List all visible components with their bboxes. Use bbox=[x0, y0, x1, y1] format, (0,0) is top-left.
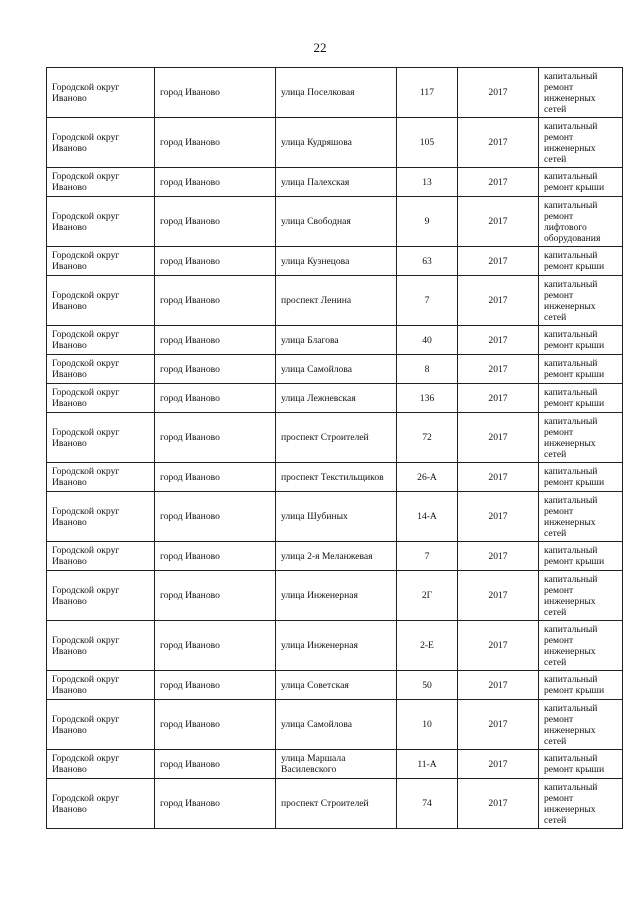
cell-year: 2017 bbox=[458, 384, 539, 413]
cell-street: улица Маршала Василевского bbox=[276, 750, 397, 779]
cell-house-number: 7 bbox=[397, 276, 458, 326]
table-row bbox=[47, 750, 623, 779]
cell-house-number: 40 bbox=[397, 326, 458, 355]
cell-street: проспект Ленина bbox=[276, 276, 397, 326]
cell-okrug: Городской округ Иваново bbox=[47, 197, 155, 247]
cell-okrug: Городской округ Иваново bbox=[47, 492, 155, 542]
table-row bbox=[47, 118, 623, 168]
table-row bbox=[47, 463, 623, 492]
cell-street: улица Благова bbox=[276, 326, 397, 355]
cell-work-type: капитальный ремонт инженерных сетей bbox=[539, 779, 623, 829]
table-row bbox=[47, 492, 623, 542]
cell-work-type: капитальный ремонт инженерных сетей bbox=[539, 276, 623, 326]
cell-street: улица Шубиных bbox=[276, 492, 397, 542]
cell-street: улица Кузнецова bbox=[276, 247, 397, 276]
cell-okrug: Городской округ Иваново bbox=[47, 384, 155, 413]
table-row bbox=[47, 542, 623, 571]
table-row bbox=[47, 355, 623, 384]
cell-city: город Иваново bbox=[155, 355, 276, 384]
cell-street: улица Палехская bbox=[276, 168, 397, 197]
cell-street: проспект Строителей bbox=[276, 779, 397, 829]
cell-year: 2017 bbox=[458, 326, 539, 355]
cell-street: улица Советская bbox=[276, 671, 397, 700]
cell-okrug: Городской округ Иваново bbox=[47, 671, 155, 700]
page-number: 22 bbox=[313, 40, 327, 55]
cell-house-number: 50 bbox=[397, 671, 458, 700]
cell-year: 2017 bbox=[458, 492, 539, 542]
cell-work-type: капитальный ремонт крыши bbox=[539, 168, 623, 197]
cell-work-type: капитальный ремонт крыши bbox=[539, 355, 623, 384]
cell-year: 2017 bbox=[458, 68, 539, 118]
cell-year: 2017 bbox=[458, 700, 539, 750]
cell-okrug: Городской округ Иваново bbox=[47, 247, 155, 276]
cell-okrug: Городской округ Иваново bbox=[47, 118, 155, 168]
cell-city: город Иваново bbox=[155, 621, 276, 671]
cell-city: город Иваново bbox=[155, 413, 276, 463]
cell-okrug: Городской округ Иваново bbox=[47, 276, 155, 326]
table-row bbox=[47, 68, 623, 118]
cell-city: город Иваново bbox=[155, 671, 276, 700]
cell-work-type: капитальный ремонт крыши bbox=[539, 750, 623, 779]
table-row bbox=[47, 197, 623, 247]
table-row bbox=[47, 671, 623, 700]
cell-year: 2017 bbox=[458, 571, 539, 621]
cell-work-type: капитальный ремонт инженерных сетей bbox=[539, 571, 623, 621]
cell-city: город Иваново bbox=[155, 750, 276, 779]
cell-house-number: 74 bbox=[397, 779, 458, 829]
cell-work-type: капитальный ремонт крыши bbox=[539, 542, 623, 571]
cell-okrug: Городской округ Иваново bbox=[47, 463, 155, 492]
cell-okrug: Городской округ Иваново bbox=[47, 326, 155, 355]
cell-work-type: капитальный ремонт инженерных сетей bbox=[539, 621, 623, 671]
cell-house-number: 117 bbox=[397, 68, 458, 118]
cell-okrug: Городской округ Иваново bbox=[47, 355, 155, 384]
cell-year: 2017 bbox=[458, 750, 539, 779]
cell-year: 2017 bbox=[458, 197, 539, 247]
table-row bbox=[47, 247, 623, 276]
cell-city: город Иваново bbox=[155, 492, 276, 542]
cell-work-type: капитальный ремонт лифтового оборудования bbox=[539, 197, 623, 247]
cell-house-number: 8 bbox=[397, 355, 458, 384]
cell-year: 2017 bbox=[458, 671, 539, 700]
cell-year: 2017 bbox=[458, 247, 539, 276]
cell-work-type: капитальный ремонт инженерных сетей bbox=[539, 118, 623, 168]
cell-okrug: Городской округ Иваново bbox=[47, 621, 155, 671]
cell-city: город Иваново bbox=[155, 118, 276, 168]
cell-street: улица Инженерная bbox=[276, 621, 397, 671]
cell-house-number: 9 bbox=[397, 197, 458, 247]
cell-year: 2017 bbox=[458, 542, 539, 571]
cell-house-number: 14-А bbox=[397, 492, 458, 542]
cell-year: 2017 bbox=[458, 276, 539, 326]
registry-table bbox=[46, 67, 623, 829]
cell-street: улица Самойлова bbox=[276, 700, 397, 750]
cell-city: город Иваново bbox=[155, 384, 276, 413]
cell-house-number: 72 bbox=[397, 413, 458, 463]
cell-okrug: Городской округ Иваново bbox=[47, 700, 155, 750]
cell-street: улица Самойлова bbox=[276, 355, 397, 384]
cell-house-number: 136 bbox=[397, 384, 458, 413]
cell-street: улица Инженерная bbox=[276, 571, 397, 621]
table-row bbox=[47, 700, 623, 750]
cell-year: 2017 bbox=[458, 413, 539, 463]
cell-work-type: капитальный ремонт крыши bbox=[539, 326, 623, 355]
cell-city: город Иваново bbox=[155, 700, 276, 750]
cell-okrug: Городской округ Иваново bbox=[47, 779, 155, 829]
cell-work-type: капитальный ремонт инженерных сетей bbox=[539, 492, 623, 542]
cell-street: улица Кудряшова bbox=[276, 118, 397, 168]
cell-city: город Иваново bbox=[155, 463, 276, 492]
cell-house-number: 11-А bbox=[397, 750, 458, 779]
cell-year: 2017 bbox=[458, 463, 539, 492]
cell-street: улица Лежневская bbox=[276, 384, 397, 413]
cell-year: 2017 bbox=[458, 355, 539, 384]
cell-city: город Иваново bbox=[155, 168, 276, 197]
cell-city: город Иваново bbox=[155, 571, 276, 621]
cell-okrug: Городской округ Иваново bbox=[47, 168, 155, 197]
cell-okrug: Городской округ Иваново bbox=[47, 68, 155, 118]
registry-table-body bbox=[47, 68, 623, 829]
cell-house-number: 10 bbox=[397, 700, 458, 750]
table-row bbox=[47, 779, 623, 829]
cell-house-number: 105 bbox=[397, 118, 458, 168]
cell-city: город Иваново bbox=[155, 247, 276, 276]
cell-street: улица 2-я Меланжевая bbox=[276, 542, 397, 571]
cell-city: город Иваново bbox=[155, 68, 276, 118]
table-row bbox=[47, 384, 623, 413]
cell-work-type: капитальный ремонт крыши bbox=[539, 247, 623, 276]
table-row bbox=[47, 276, 623, 326]
table-row bbox=[47, 326, 623, 355]
cell-house-number: 2-Е bbox=[397, 621, 458, 671]
cell-okrug: Городской округ Иваново bbox=[47, 571, 155, 621]
cell-house-number: 2Г bbox=[397, 571, 458, 621]
table-row bbox=[47, 413, 623, 463]
cell-year: 2017 bbox=[458, 118, 539, 168]
cell-city: город Иваново bbox=[155, 542, 276, 571]
cell-work-type: капитальный ремонт крыши bbox=[539, 384, 623, 413]
cell-year: 2017 bbox=[458, 621, 539, 671]
cell-work-type: капитальный ремонт крыши bbox=[539, 671, 623, 700]
cell-street: проспект Текстильщиков bbox=[276, 463, 397, 492]
cell-year: 2017 bbox=[458, 779, 539, 829]
cell-house-number: 7 bbox=[397, 542, 458, 571]
cell-city: город Иваново bbox=[155, 326, 276, 355]
cell-street: улица Поселковая bbox=[276, 68, 397, 118]
cell-house-number: 26-А bbox=[397, 463, 458, 492]
cell-city: город Иваново bbox=[155, 779, 276, 829]
cell-city: город Иваново bbox=[155, 197, 276, 247]
cell-work-type: капитальный ремонт инженерных сетей bbox=[539, 700, 623, 750]
cell-work-type: капитальный ремонт инженерных сетей bbox=[539, 413, 623, 463]
table-row bbox=[47, 571, 623, 621]
cell-city: город Иваново bbox=[155, 276, 276, 326]
cell-house-number: 63 bbox=[397, 247, 458, 276]
cell-okrug: Городской округ Иваново bbox=[47, 413, 155, 463]
cell-work-type: капитальный ремонт крыши bbox=[539, 463, 623, 492]
cell-okrug: Городской округ Иваново bbox=[47, 750, 155, 779]
cell-work-type: капитальный ремонт инженерных сетей bbox=[539, 68, 623, 118]
cell-house-number: 13 bbox=[397, 168, 458, 197]
cell-okrug: Городской округ Иваново bbox=[47, 542, 155, 571]
table-row bbox=[47, 168, 623, 197]
cell-year: 2017 bbox=[458, 168, 539, 197]
cell-street: улица Свободная bbox=[276, 197, 397, 247]
table-row bbox=[47, 621, 623, 671]
cell-street: проспект Строителей bbox=[276, 413, 397, 463]
